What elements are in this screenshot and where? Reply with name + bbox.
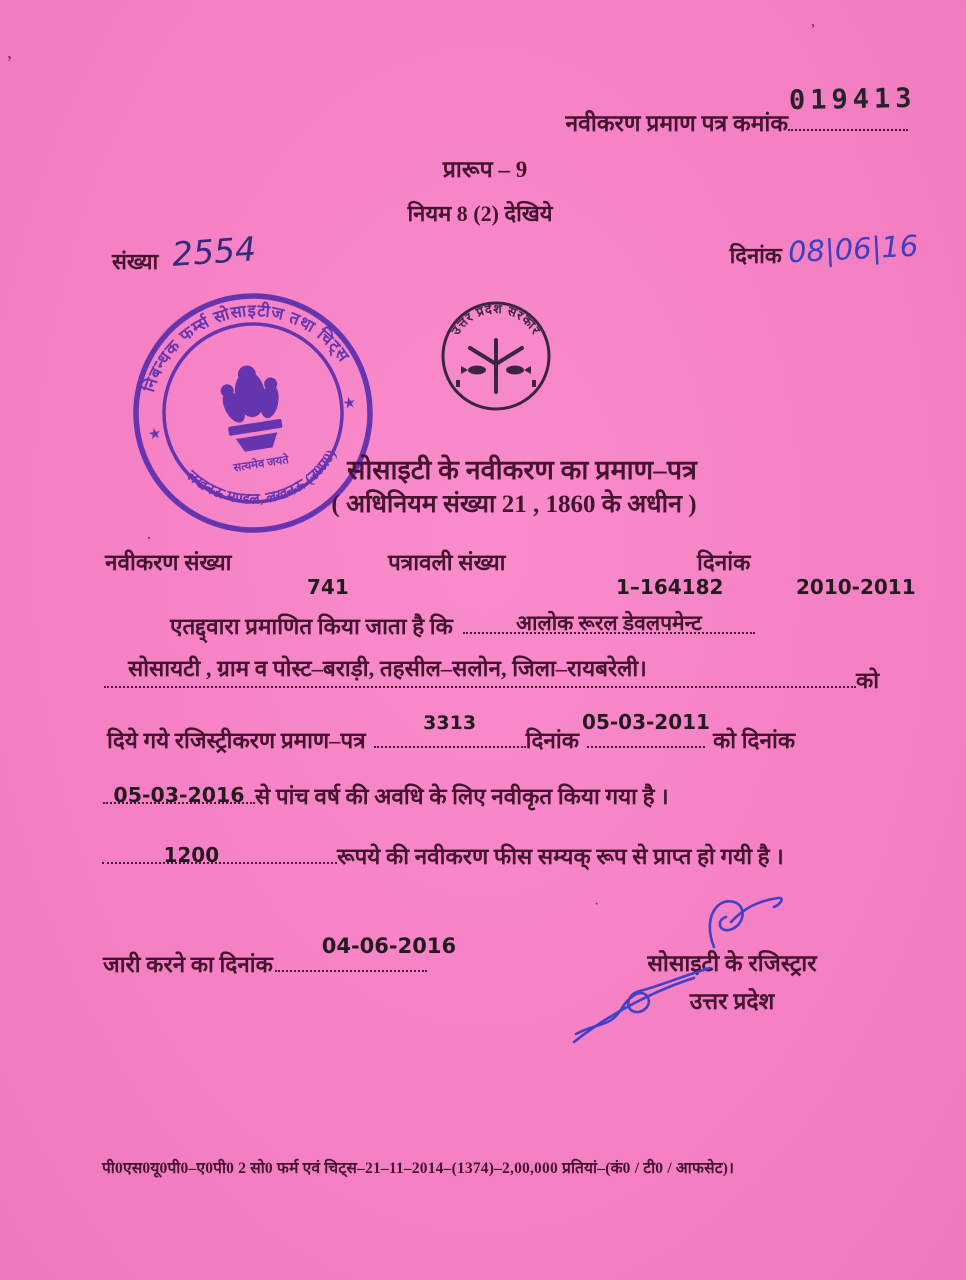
to-word: को <box>856 668 880 693</box>
number-label: संख्या <box>112 249 159 274</box>
society-name-blank <box>463 613 755 634</box>
dotted-line <box>788 109 908 131</box>
ashoka-emblem-icon <box>214 361 290 455</box>
scan-speck: ’ <box>810 20 816 39</box>
date-column-value: 2010-2011 <box>796 575 916 599</box>
renewal-from-date-value: 05-03-2016 <box>113 783 245 807</box>
certify-line <box>170 610 755 641</box>
issue-date-label: जारी करने का दिनांक <box>103 952 273 977</box>
seal-ring-bottom-text: लखनऊ मण्डल, लखनऊ (उ0प्र0) <box>183 447 340 508</box>
print-reference-footer: पी0एस0यू0पी0–ए0पी0 2 सो0 फर्म एवं चिट्स–21–11–2014–(1374)–2,00,000 प्रतियां–(कं0 / टी0 / आफसेट)। <box>102 1160 735 1177</box>
registration-prefix: दिये गये रजिस्ट्रीकरण प्रमाण–पत्र <box>107 728 366 753</box>
seal-star-left: ★ <box>147 425 163 444</box>
issue-date-line <box>103 934 457 979</box>
fee-text: रूपये की नवीकरण फीस सम्यक् रूप से प्राप्त हो गयी है । <box>337 844 784 869</box>
seal-motto: सत्यमेव जयते <box>232 454 290 475</box>
registrar-signature-flourish-icon <box>570 960 718 1048</box>
seal-star-right: ★ <box>341 394 358 413</box>
renewal-period-line <box>103 780 669 811</box>
dotted-line <box>104 667 856 688</box>
renewal-cert-number-label: नवीकरण प्रमाण पत्र कमांक <box>565 111 788 136</box>
number-row <box>112 229 258 277</box>
date-handwritten-value: 08|06|16 <box>786 228 919 270</box>
file-number-label: पत्रावली संख्या <box>388 550 506 575</box>
certificate-title: सोसाइटी के नवीकरण का प्रमाण–पत्र <box>347 455 697 485</box>
date-label: दिनांक <box>729 243 782 268</box>
registrar-title: सोसाइटी के रजिस्ट्रार <box>647 951 817 976</box>
renewal-from-date-blank <box>103 783 255 807</box>
renewal-cert-number-line <box>565 106 908 138</box>
serial-number-stamp: 019413 <box>788 82 917 117</box>
scan-speck: ’ <box>6 52 13 74</box>
registrar-state: उत्तर प्रदेश <box>689 989 775 1014</box>
seal-ring-top-text: निबन्धक फर्म्स सोसाइटीज तथा चिट्स <box>139 300 354 395</box>
registration-date-value: 05-03-2011 <box>582 710 710 734</box>
fee-line <box>102 840 784 871</box>
svg-text:उत्तर प्रदेश सरकार <box>448 301 543 338</box>
issue-date-value: 04-06-2016 <box>321 934 457 958</box>
address-dotted-rule <box>104 664 879 695</box>
date-row <box>729 228 919 270</box>
registration-line <box>107 710 796 755</box>
registration-number-blank <box>374 712 526 748</box>
certify-prefix: एतद्द्वारा प्रमाणित किया जाता है कि <box>170 614 453 639</box>
fee-amount-value: 1200 <box>163 843 220 867</box>
registration-date-blank <box>582 710 710 748</box>
number-handwritten-value: 2554 <box>170 229 258 274</box>
society-address-line: सोसायटी , ग्राम व पोस्ट–बराड़ी, तहसील–सलोन, जिला–रायबरेली। <box>128 656 647 681</box>
form-title: प्रारूप – 9 <box>442 157 528 182</box>
society-name-value: आलोक रूरल डेवलपमेन्ट <box>516 611 702 635</box>
fee-amount-blank <box>102 843 337 867</box>
renewal-number-value: 741 <box>307 575 349 599</box>
registration-suffix: को दिनांक <box>713 728 796 753</box>
renewal-number-label: नवीकरण संख्या <box>105 550 232 575</box>
emblem-ring-text: उत्तर प्रदेश सरकार <box>448 301 544 338</box>
file-number-value: 1–164182 <box>616 575 724 599</box>
rule-reference: नियम 8 (2) देखिये <box>407 201 553 226</box>
renewal-period-text: से पांच वर्ष की अवधि के लिए नवीकृत किया गया है । <box>255 784 669 809</box>
up-government-emblem-icon <box>436 296 556 416</box>
issue-date-blank <box>275 934 457 972</box>
scan-speck: · <box>146 528 152 548</box>
registration-date-label: दिनांक <box>525 728 579 753</box>
certificate-subtitle: ( अधिनियम संख्या 21 , 1860 के अधीन ) <box>331 491 697 518</box>
registration-number-value: 3313 <box>423 712 477 734</box>
scan-speck: · <box>594 896 600 913</box>
date-column-label: दिनांक <box>697 550 751 575</box>
